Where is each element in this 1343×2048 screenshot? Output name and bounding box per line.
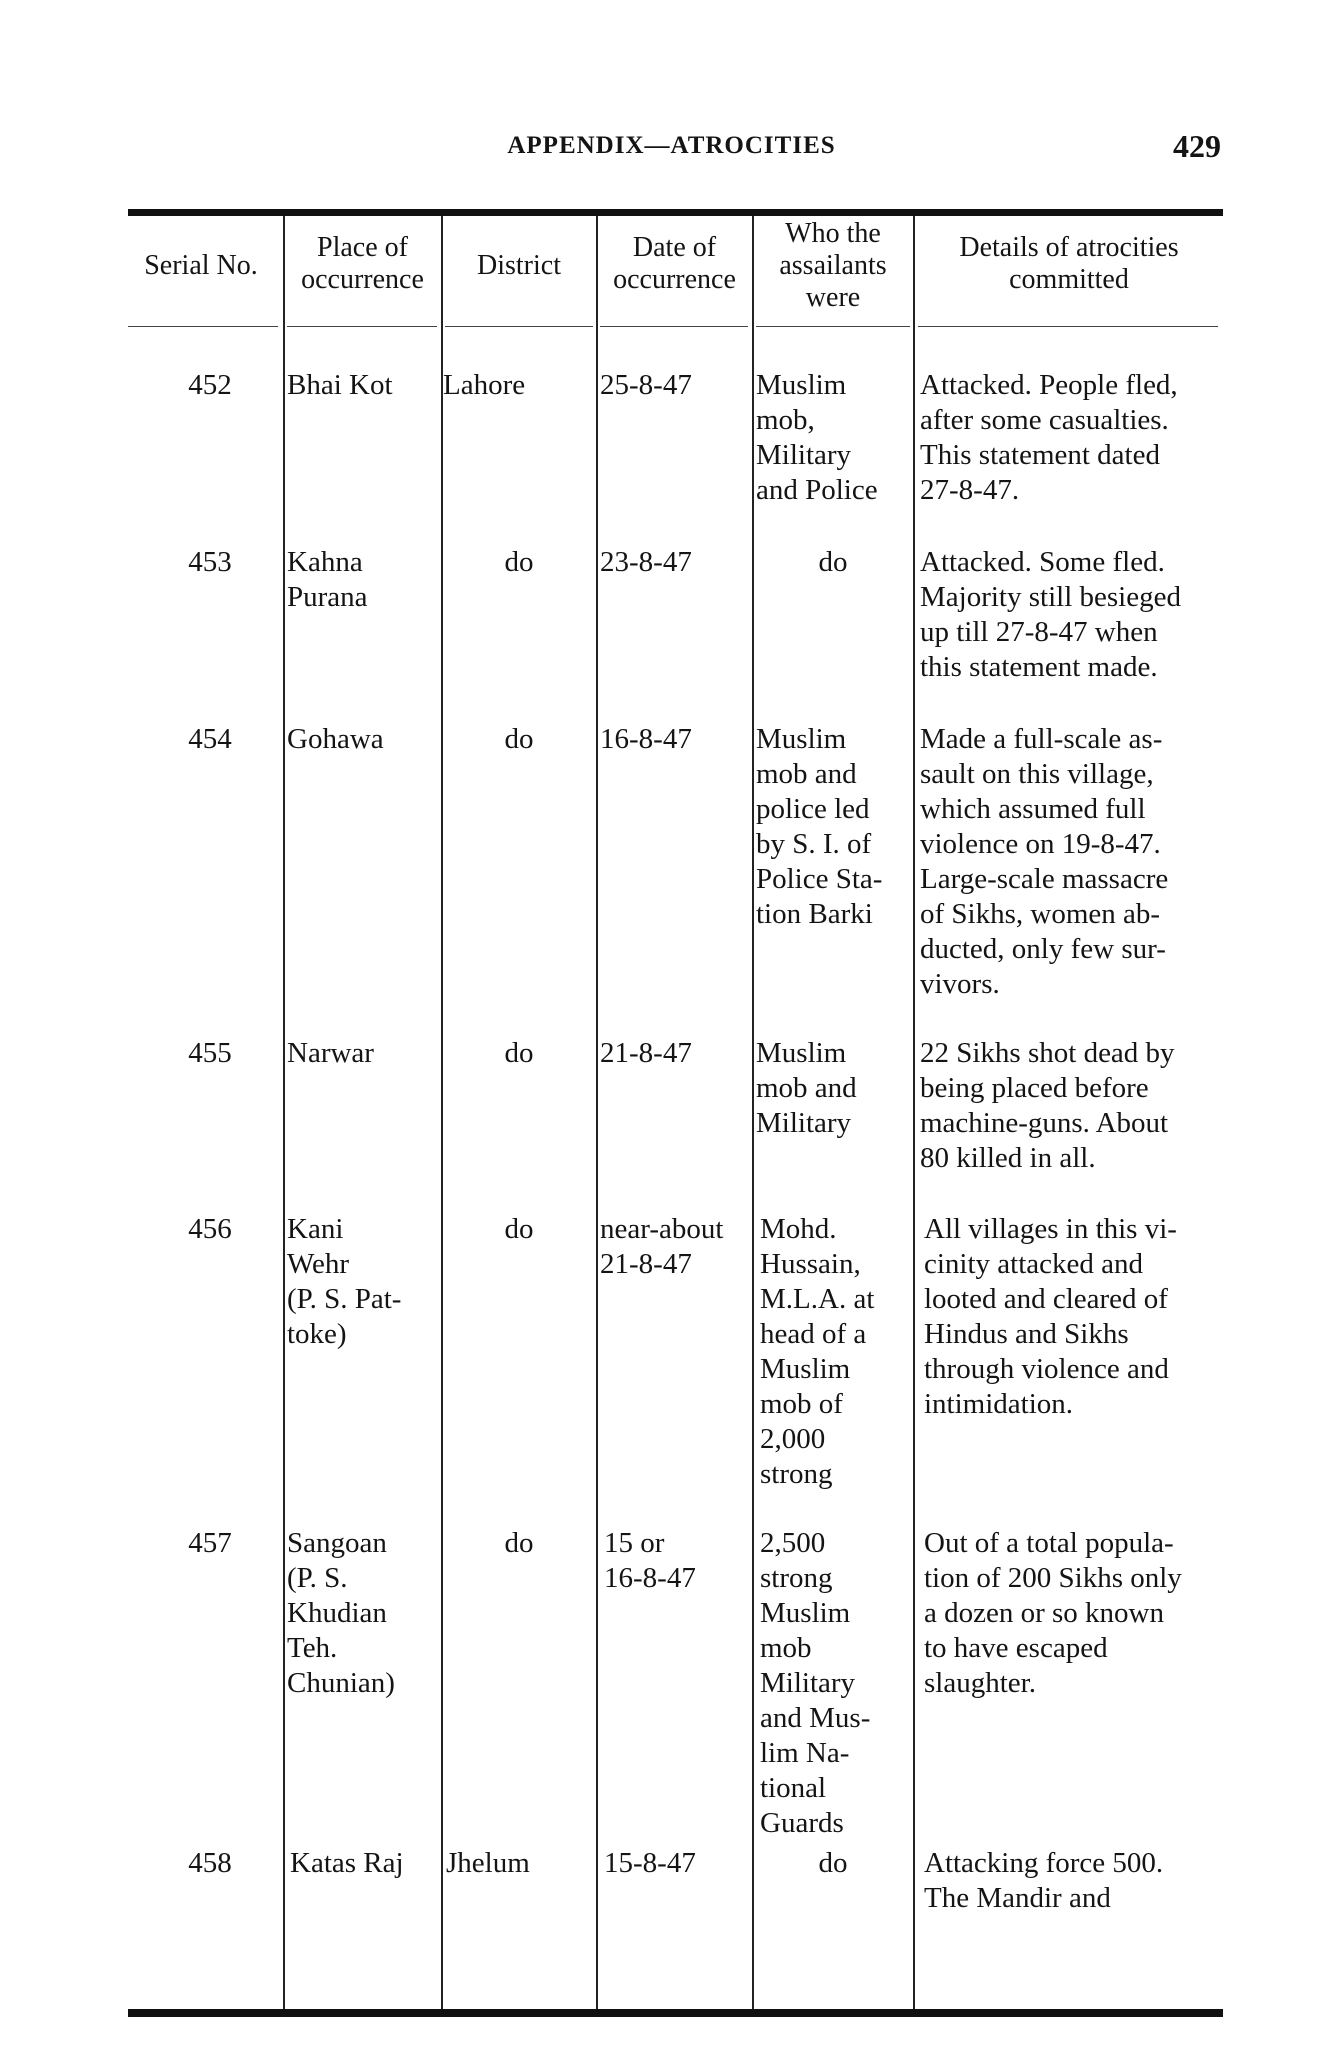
- details-cell: Made a full-scale as- sault on this village, which assumed full violence on 19-8-47. Large-scale massacre of Sikhs, women ab- ducted, only few sur- vivors.: [920, 723, 1169, 1000]
- serial-no-cell: 456: [188, 1213, 232, 1245]
- place-cell: Kani Wehr (P. S. Pat- toke): [287, 1213, 402, 1350]
- serial-no-cell: 454: [188, 723, 232, 755]
- column-divider: [752, 216, 754, 2009]
- header-district: District: [477, 250, 561, 281]
- header-underline: [445, 326, 593, 327]
- place-cell: Bhai Kot: [287, 369, 393, 401]
- header-underline: [756, 326, 910, 327]
- column-divider: [283, 216, 285, 2009]
- serial-no-cell: 453: [188, 546, 232, 578]
- header-underline: [600, 326, 748, 327]
- place-cell: Narwar: [287, 1037, 374, 1069]
- header-date-of-occurrence: Date of occurrence: [613, 232, 736, 295]
- header-details-of-atrocities: Details of atrocities committed: [959, 232, 1179, 295]
- details-cell: Attacking force 500. The Mandir and: [924, 1847, 1164, 1914]
- district-cell: do: [504, 1527, 534, 1559]
- assailants-cell: Muslim mob, Military and Police: [756, 369, 878, 506]
- date-cell: 16-8-47: [600, 723, 692, 755]
- assailants-cell: do: [818, 1847, 848, 1879]
- assailants-cell: Mohd. Hussain, M.L.A. at head of a Muslim mob of 2,000 strong: [760, 1213, 875, 1490]
- date-cell: 21-8-47: [600, 1037, 692, 1069]
- column-divider: [913, 216, 915, 2009]
- header-underline: [128, 326, 278, 327]
- column-divider: [596, 216, 598, 2009]
- district-cell: do: [504, 546, 534, 578]
- serial-no-cell: 458: [188, 1847, 232, 1879]
- date-cell: 23-8-47: [600, 546, 692, 578]
- table-top-rule: [128, 209, 1223, 216]
- assailants-cell: Muslim mob and police led by S. I. of Police Sta- tion Barki: [756, 723, 883, 930]
- district-cell: Lahore: [443, 369, 526, 401]
- district-cell: do: [504, 723, 534, 755]
- district-cell: Jhelum: [446, 1847, 530, 1879]
- assailants-cell: do: [818, 546, 848, 578]
- date-cell: 15 or 16-8-47: [604, 1527, 696, 1594]
- details-cell: 22 Sikhs shot dead by being placed before machine-guns. About 80 killed in all.: [920, 1037, 1175, 1174]
- details-cell: All villages in this vi- cinity attacked and looted and cleared of Hindus and Sikhs through violence and intimidation.: [924, 1213, 1177, 1420]
- header-place-of-occurrence: Place of occurrence: [301, 232, 424, 295]
- header-serial-no: Serial No.: [144, 250, 258, 281]
- details-cell: Attacked. Some fled. Majority still besieged up till 27-8-47 when this statement made.: [920, 546, 1181, 683]
- header-underline: [287, 326, 437, 327]
- running-head: APPENDIX—ATROCITIES: [507, 132, 836, 159]
- header-who-the-assailants-were: Who the assailants were: [779, 218, 887, 313]
- date-cell: 25-8-47: [600, 369, 692, 401]
- place-cell: Katas Raj: [290, 1847, 404, 1879]
- place-cell: Sangoan (P. S. Khudian Teh. Chunian): [287, 1527, 395, 1699]
- serial-no-cell: 457: [188, 1527, 232, 1559]
- serial-no-cell: 452: [188, 369, 232, 401]
- serial-no-cell: 455: [188, 1037, 232, 1069]
- district-cell: do: [504, 1213, 534, 1245]
- details-cell: Attacked. People fled, after some casualties. This statement dated 27-8-47.: [920, 369, 1178, 506]
- assailants-cell: Muslim mob and Military: [756, 1037, 857, 1139]
- page-number: 429: [1173, 128, 1221, 164]
- date-cell: 15-8-47: [604, 1847, 696, 1879]
- assailants-cell: 2,500 strong Muslim mob Military and Mus- lim Na- tional Guards: [760, 1527, 871, 1839]
- column-divider: [441, 216, 443, 2009]
- district-cell: do: [504, 1037, 534, 1069]
- place-cell: Kahna Purana: [287, 546, 368, 613]
- date-cell: near-about 21-8-47: [600, 1213, 724, 1280]
- place-cell: Gohawa: [287, 723, 384, 755]
- details-cell: Out of a total popula- tion of 200 Sikhs only a dozen or so known to have escaped slaughter.: [924, 1527, 1182, 1699]
- header-underline: [918, 326, 1218, 327]
- table-bottom-rule: [128, 2009, 1223, 2017]
- page-header: [0, 128, 1343, 172]
